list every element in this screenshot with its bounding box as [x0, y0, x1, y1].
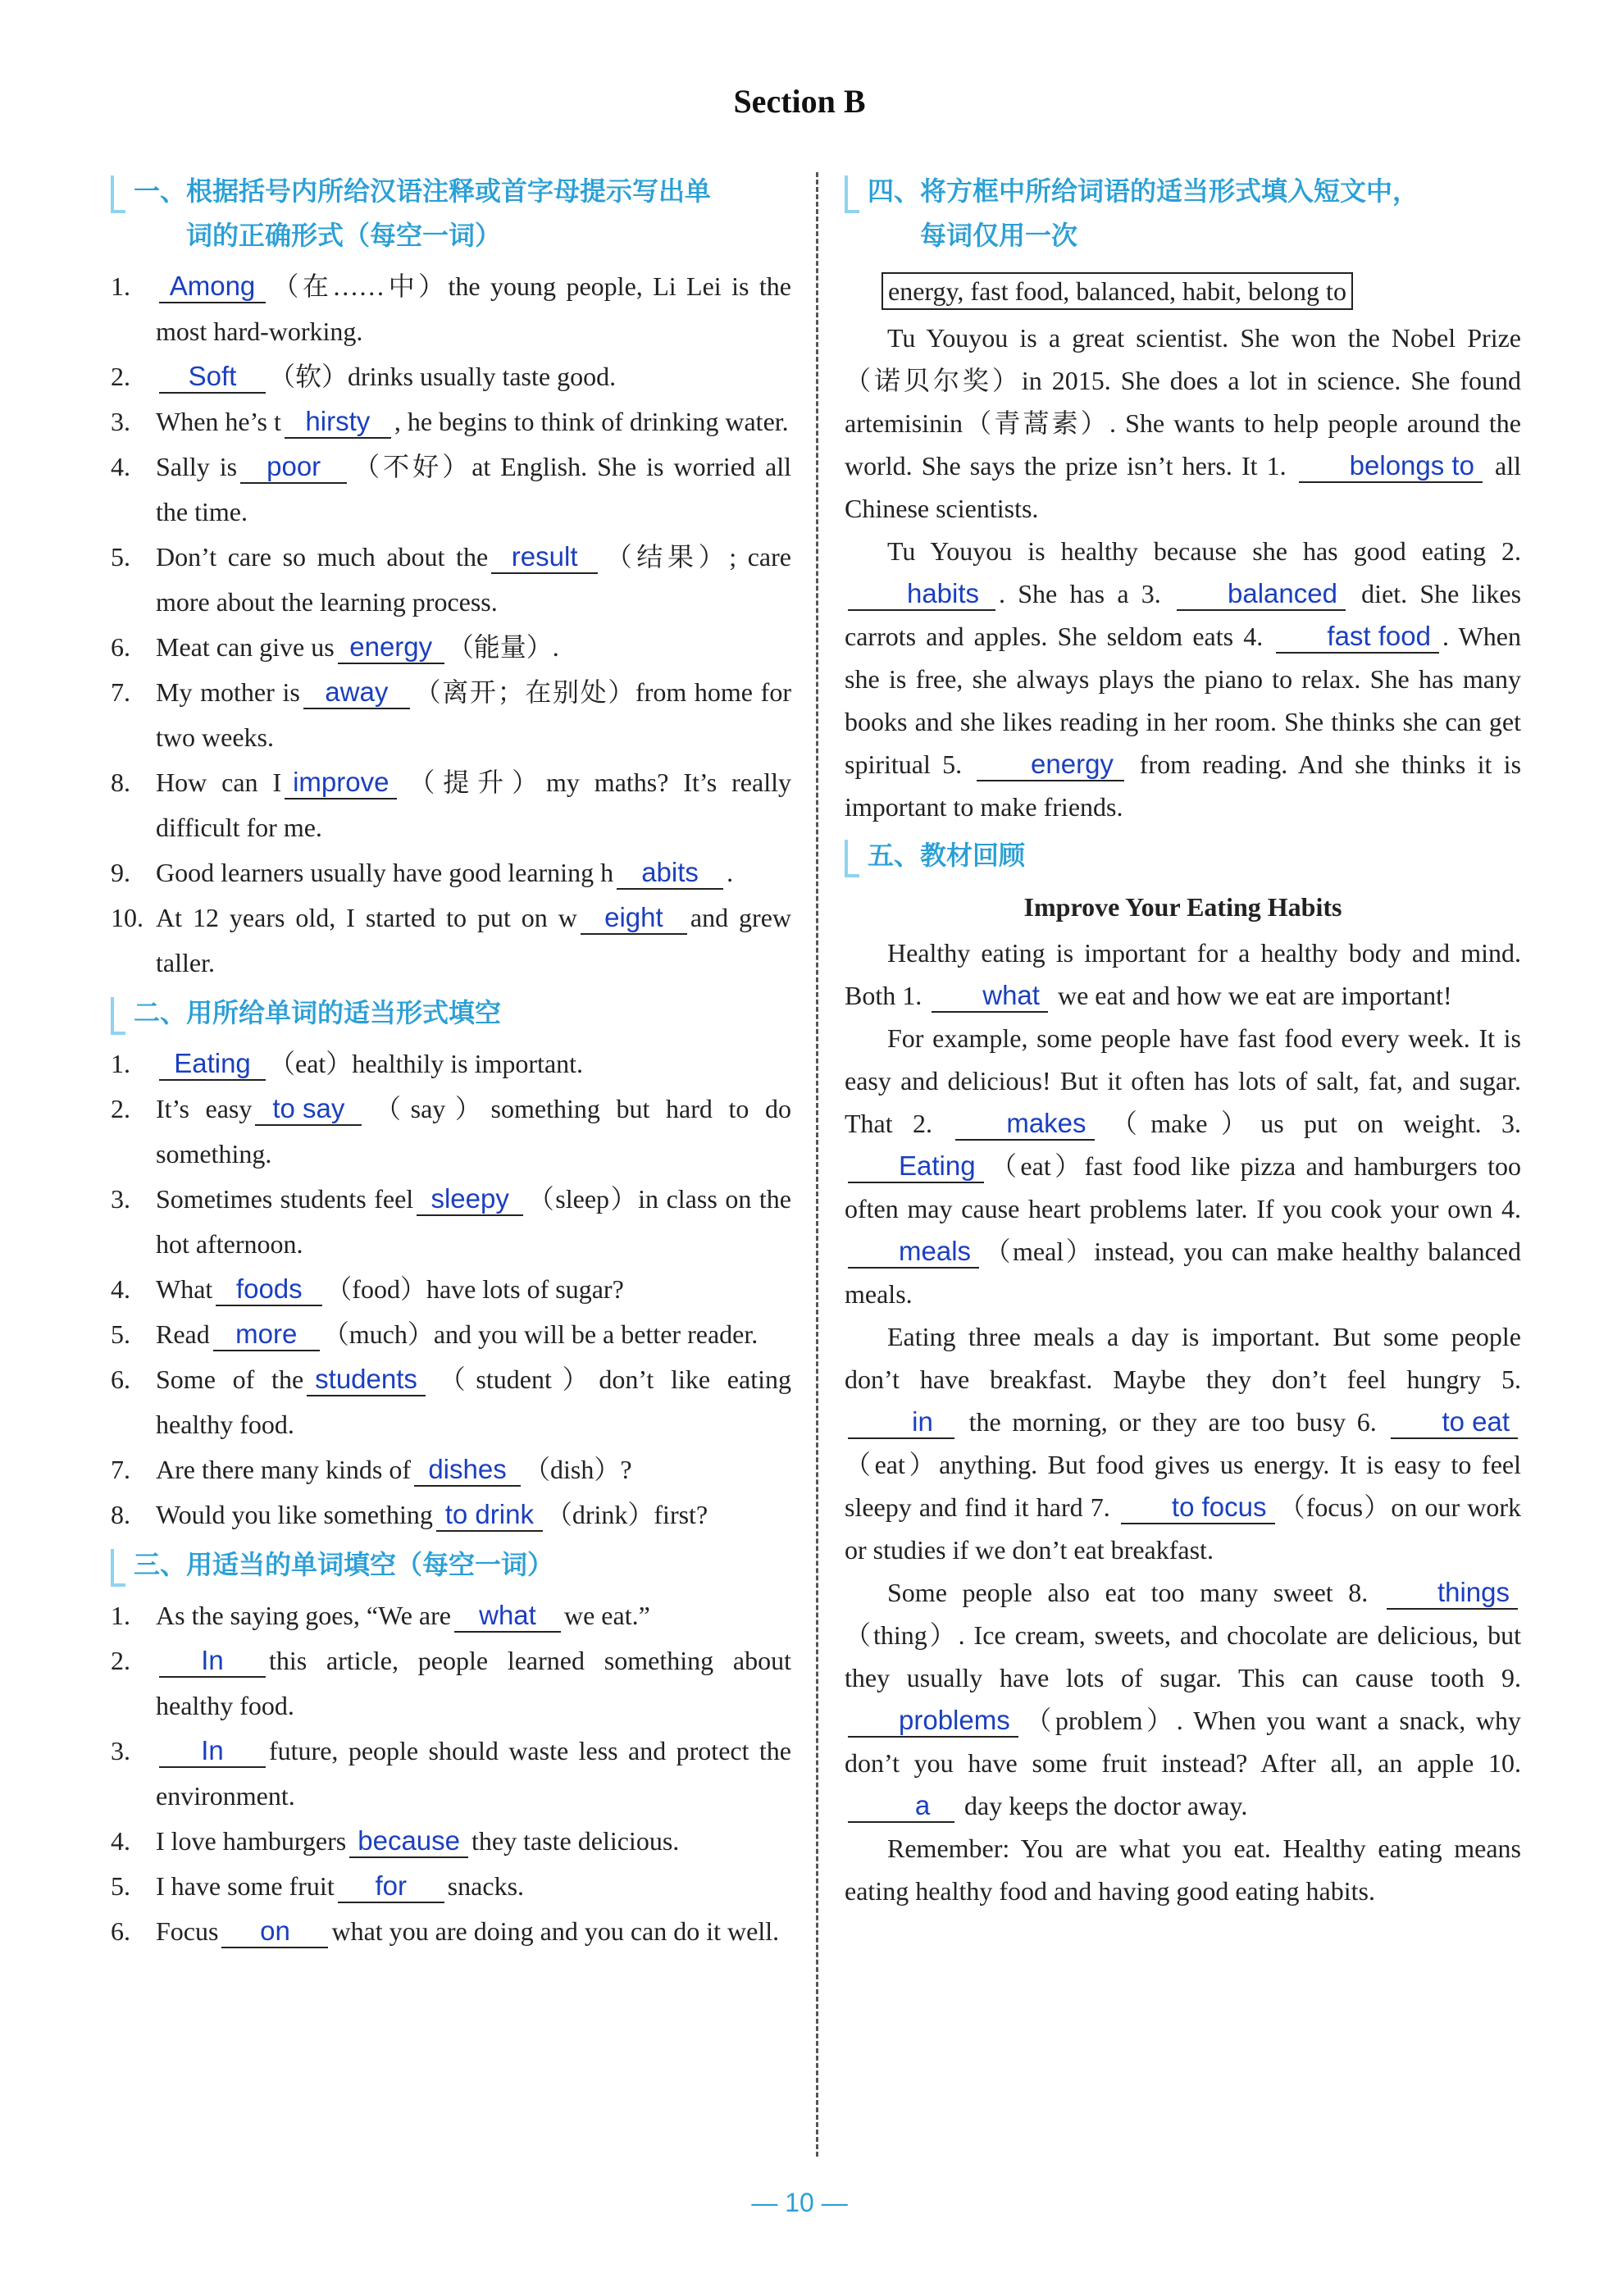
- item-post-text: （提升）my maths? It’s really difficult for me.: [156, 768, 791, 842]
- item-pre-text: I love hamburgers: [156, 1826, 347, 1856]
- item-post-text: and grew taller.: [156, 903, 792, 977]
- exercise-item: [111, 1729, 791, 1819]
- answer-blank: Eating: [159, 1048, 266, 1081]
- item-text: [156, 354, 791, 399]
- item-pre-text: Sometimes students feel: [156, 1184, 414, 1214]
- item-number: 2.: [111, 1646, 130, 1675]
- answer-blank: things: [1387, 1577, 1518, 1610]
- item-number: 5.: [111, 1871, 130, 1901]
- item-post-text: （food）have lots of sugar?: [326, 1274, 624, 1304]
- exercise-item: [111, 1312, 791, 1357]
- item-text: [156, 1086, 791, 1177]
- item-number: 4.: [111, 1274, 130, 1304]
- answer-blank: foods: [216, 1273, 322, 1306]
- item-number: 7.: [111, 677, 130, 707]
- answer-blank: hirsty: [285, 406, 391, 439]
- exercise-item: [111, 1864, 791, 1909]
- exercise-item: [111, 1267, 791, 1312]
- answer-blank: dishes: [414, 1454, 521, 1487]
- passage-text: Tu Youyou is a great scientist. She won the Nobel Prize（诺贝尔奖）in 2015. She does a lot in science. She found artemisinin（青蒿素）. She wants to help people around the world. She says the prize isn’t hers. It 1.: [845, 323, 1521, 481]
- item-text: [156, 760, 791, 850]
- answer-blank: to focus: [1121, 1492, 1275, 1524]
- item-post-text: （eat）healthily is important.: [269, 1049, 584, 1078]
- item-number: 3.: [111, 1736, 130, 1765]
- item-pre-text: As the saying goes, “We are: [156, 1601, 451, 1630]
- answer-blank: balanced: [1177, 578, 1346, 611]
- item-post-text: .: [727, 858, 734, 887]
- section3-heading: 三、用适当的单词填空（每空一词）: [111, 1542, 791, 1587]
- item-post-text: （结果）; care more about the learning process.: [156, 542, 791, 617]
- item-number: 5.: [111, 542, 130, 572]
- page-title: Section B: [733, 83, 866, 120]
- item-number: 1.: [111, 271, 130, 301]
- passage-text: we eat and how we eat are important!: [1057, 981, 1452, 1010]
- exercise-item: [111, 1041, 791, 1086]
- passage-text: day keeps the doctor away.: [964, 1791, 1248, 1820]
- item-pre-text: My mother is: [156, 677, 300, 707]
- item-post-text: （软）drinks usually taste good.: [269, 362, 617, 391]
- item-post-text: （在……中）the young people, Li Lei is the most hard-working.: [156, 271, 791, 346]
- right-column: [845, 164, 1521, 1912]
- answer-blank: what: [454, 1600, 561, 1633]
- item-pre-text: Focus: [156, 1916, 219, 1946]
- item-pre-text: It’s easy: [156, 1094, 253, 1123]
- exercise-item: [111, 354, 791, 399]
- item-pre-text: Don’t care so much about the: [156, 542, 489, 572]
- item-pre-text: When he’s t: [156, 407, 281, 436]
- item-number: 3.: [111, 407, 130, 436]
- item-post-text: （离开；在别处）from home for two weeks.: [156, 677, 791, 752]
- passage-text: Tu Youyou is healthy because she has good eating 2.: [887, 536, 1521, 566]
- item-pre-text: I have some fruit: [156, 1871, 335, 1901]
- passage-paragraph: [845, 932, 1521, 1017]
- item-text: [156, 1312, 791, 1357]
- passage-text: . When she is free, she always plays the piano to relax. She has many books and she likes reading in her room. She thinks she can get spiritual 5.: [845, 622, 1521, 779]
- item-text: [156, 1177, 791, 1267]
- item-post-text: snacks.: [447, 1871, 525, 1901]
- answer-blank: In: [159, 1735, 266, 1768]
- page-number: — 10 —: [751, 2188, 848, 2217]
- exercise-item: [111, 670, 791, 760]
- passage-text: Healthy eating is important for a healthy body and mind. Both 1.: [845, 938, 1521, 1010]
- item-post-text: （much）and you will be a better reader.: [322, 1319, 758, 1349]
- passage-text: from reading. And she thinks it is important to make friends.: [845, 749, 1522, 822]
- item-number: 8.: [111, 1500, 130, 1529]
- answer-blank: poor: [240, 451, 347, 484]
- item-text: [156, 1638, 791, 1729]
- item-number: 4.: [111, 1826, 130, 1856]
- answer-blank: a: [848, 1790, 954, 1823]
- answer-blank: makes: [955, 1108, 1094, 1141]
- answer-blank: abits: [617, 857, 723, 890]
- item-post-text: （drink）first?: [545, 1500, 708, 1529]
- item-number: 2.: [111, 1094, 130, 1123]
- exercise-item: [111, 399, 791, 444]
- item-pre-text: How can I: [156, 768, 282, 797]
- answer-blank: In: [159, 1645, 266, 1678]
- item-pre-text: Would you like something: [156, 1500, 433, 1529]
- item-post-text: （student）don’t like eating healthy food.: [156, 1364, 791, 1439]
- item-number: 6.: [111, 1364, 130, 1394]
- item-number: 1.: [111, 1601, 130, 1630]
- answer-blank: energy: [977, 749, 1124, 781]
- item-text: [156, 1819, 791, 1864]
- item-number: 2.: [111, 362, 130, 391]
- item-text: [156, 1593, 791, 1638]
- section4-heading-cont: 每词仅用一次: [920, 220, 1078, 251]
- item-number: 9.: [111, 858, 130, 887]
- item-text: [156, 1864, 791, 1909]
- exercise-item: [111, 264, 791, 354]
- column-divider: [816, 172, 818, 2157]
- item-pre-text: Some of the: [156, 1364, 304, 1394]
- item-post-text: （say）something but hard to do something.: [156, 1094, 791, 1168]
- passage-text: （meal）instead, you can make healthy balanced meals.: [845, 1237, 1521, 1309]
- answer-blank: Among: [159, 271, 266, 303]
- item-text: [156, 1041, 791, 1086]
- item-post-text: , he begins to think of drinking water.: [394, 407, 789, 436]
- item-post-text: （dish）?: [524, 1455, 632, 1484]
- passage-text: Eating three meals a day is important. But some people don’t have breakfast. Maybe they don’t feel hungry 5.: [845, 1322, 1521, 1394]
- word-box: energy, fast food, balanced, habit, belong to: [882, 272, 1353, 310]
- item-number: 10.: [111, 903, 144, 932]
- section2-list: [111, 1041, 791, 1538]
- answer-blank: result: [491, 541, 598, 574]
- exercise-item: [111, 1593, 791, 1638]
- item-text: [156, 1447, 791, 1492]
- answer-blank: for: [338, 1870, 444, 1903]
- section5-heading: 五、教材回顾: [845, 833, 1521, 877]
- passage-paragraph: [845, 530, 1521, 828]
- section1-heading: [111, 169, 791, 257]
- item-number: 4.: [111, 452, 130, 481]
- item-text: [156, 1357, 791, 1447]
- exercise-item: [111, 1086, 791, 1177]
- passage-text: （eat）anything. But food gives us energy. It is easy to feel sleepy and find it hard 7.: [845, 1450, 1521, 1522]
- exercise-item: [111, 444, 791, 535]
- passage-text: （problem）. When you want a snack, why don’t you have some fruit instead? After all, an apple 10.: [845, 1706, 1521, 1778]
- passage-text: For example, some people have fast food every week. It is easy and delicious! But it often has lots of salt, fat, and sugar. That 2.: [845, 1023, 1521, 1138]
- passage-paragraph: [845, 1315, 1521, 1571]
- item-pre-text: What: [156, 1274, 213, 1304]
- item-number: 3.: [111, 1184, 130, 1214]
- section1-heading-cont: 词的正确形式（每空一词）: [186, 220, 502, 251]
- exercise-item: [111, 895, 791, 986]
- exercise-item: [111, 1447, 791, 1492]
- answer-blank: fast food: [1276, 621, 1439, 654]
- item-text: [156, 895, 791, 986]
- item-post-text: they taste delicious.: [472, 1826, 680, 1856]
- passage-text: . She has a 3.: [999, 579, 1161, 608]
- answer-blank: more: [213, 1319, 320, 1351]
- section4-heading-text: 四、将方框中所给词语的适当形式填入短文中，: [868, 175, 1419, 207]
- item-text: [156, 1492, 791, 1538]
- answer-blank: students: [307, 1364, 426, 1396]
- answer-blank: away: [303, 676, 410, 709]
- item-text: [156, 1267, 791, 1312]
- answer-blank: habits: [848, 578, 995, 611]
- item-number: 6.: [111, 632, 130, 662]
- item-text: [156, 850, 791, 895]
- answer-blank: belongs to: [1299, 450, 1483, 483]
- item-text: [156, 625, 791, 670]
- answer-blank: improve: [285, 767, 397, 800]
- exercise-item: [111, 1819, 791, 1864]
- item-number: 8.: [111, 768, 130, 797]
- item-text: [156, 264, 791, 354]
- section1-list: [111, 264, 791, 986]
- answer-blank: energy: [338, 631, 444, 664]
- section1-heading-text: 一、根据括号内所给汉语注释或首字母提示写出单: [134, 175, 712, 207]
- answer-blank: eight: [581, 902, 687, 935]
- item-pre-text: Sally is: [156, 452, 238, 481]
- answer-blank: in: [848, 1406, 954, 1439]
- passage-paragraph: [845, 1571, 1521, 1827]
- item-text: [156, 1909, 791, 1954]
- item-post-text: （能量）.: [447, 632, 559, 662]
- item-number: 7.: [111, 1455, 130, 1484]
- section3-list: [111, 1593, 791, 1954]
- passage-title: Improve Your Eating Habits: [1023, 892, 1342, 922]
- item-post-text: （不好）at English. She is worried all the time.: [156, 452, 791, 526]
- passage-text: （eat）fast food like pizza and hamburgers too often may cause heart problems later. If you cook your own 4.: [845, 1151, 1521, 1223]
- exercise-item: [111, 1177, 791, 1267]
- item-text: [156, 444, 791, 535]
- answer-blank: sleepy: [417, 1183, 523, 1216]
- exercise-item: [111, 1909, 791, 1954]
- answer-blank: what: [932, 980, 1048, 1013]
- passage-paragraph: [845, 317, 1521, 530]
- answer-blank: on: [221, 1916, 328, 1948]
- exercise-item: [111, 625, 791, 670]
- left-column: [111, 164, 791, 1954]
- passage-text: all Chinese scientists.: [845, 451, 1522, 523]
- exercise-item: [111, 850, 791, 895]
- item-post-text: this article, people learned something about healthy food.: [156, 1646, 791, 1720]
- item-post-text: we eat.”: [563, 1601, 650, 1630]
- answer-blank: meals: [848, 1236, 979, 1269]
- answer-blank: to say: [255, 1093, 362, 1126]
- item-post-text: future, people should waste less and protect the environment.: [156, 1736, 791, 1811]
- item-number: 1.: [111, 1049, 130, 1078]
- item-post-text: （sleep）in class on the hot afternoon.: [156, 1184, 791, 1259]
- passage-text: Remember: You are what you eat. Healthy eating means eating healthy food and having good eating habits.: [845, 1834, 1521, 1906]
- exercise-item: [111, 1357, 791, 1447]
- section2-heading: 二、用所给单词的适当形式填空: [111, 991, 791, 1035]
- exercise-item: [111, 535, 791, 625]
- passage-paragraph: [845, 1017, 1521, 1315]
- item-pre-text: Good learners usually have good learning h: [156, 858, 614, 887]
- exercise-item: [111, 1492, 791, 1538]
- passage-text: the morning, or they are too busy 6.: [968, 1407, 1377, 1437]
- item-pre-text: Read: [156, 1319, 210, 1349]
- passage-text: diet. She likes carrots and apples. She seldom eats 4.: [845, 579, 1522, 651]
- item-pre-text: At 12 years old, I started to put on w: [156, 903, 577, 932]
- item-text: [156, 670, 791, 760]
- item-pre-text: Meat can give us: [156, 632, 335, 662]
- answer-blank: Eating: [848, 1150, 984, 1183]
- answer-blank: because: [349, 1825, 468, 1858]
- item-text: [156, 399, 791, 444]
- item-number: 5.: [111, 1319, 130, 1349]
- answer-blank: to eat: [1391, 1406, 1518, 1439]
- section4-heading: [845, 169, 1521, 257]
- item-text: [156, 1729, 791, 1819]
- passage-text: （make）us put on weight. 3.: [1097, 1109, 1521, 1138]
- passage-text: （focus）on our work or studies if we don’t eat breakfast.: [845, 1492, 1522, 1565]
- answer-blank: to drink: [436, 1499, 543, 1532]
- item-pre-text: Are there many kinds of: [156, 1455, 412, 1484]
- passage-text: Some people also eat too many sweet 8.: [887, 1578, 1369, 1607]
- answer-blank: problems: [848, 1705, 1018, 1738]
- exercise-item: [111, 760, 791, 850]
- item-number: 6.: [111, 1916, 130, 1946]
- passage-text: （thing）. Ice cream, sweets, and chocolate are delicious, but they usually have lots of sugar. This can cause tooth 9.: [845, 1620, 1521, 1692]
- passage-paragraph: [845, 1827, 1521, 1912]
- answer-blank: Soft: [159, 361, 266, 394]
- exercise-item: [111, 1638, 791, 1729]
- item-text: [156, 535, 791, 625]
- item-post-text: what you are doing and you can do it well.: [331, 1916, 780, 1946]
